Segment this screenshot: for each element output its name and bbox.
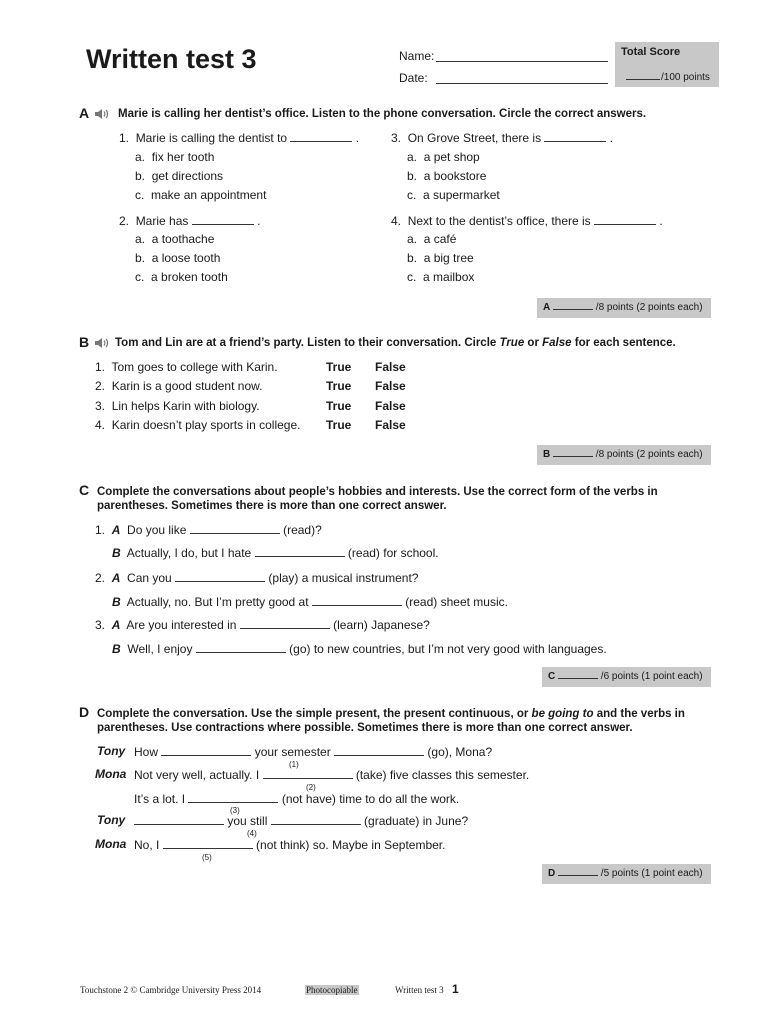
page-number: 1: [452, 982, 459, 996]
audio-icon[interactable]: [94, 107, 110, 125]
audio-icon[interactable]: [94, 336, 110, 354]
answer-blank-4[interactable]: [134, 813, 224, 825]
option-a4-a[interactable]: a. a café: [407, 232, 457, 246]
blank-number-3: (3): [230, 806, 240, 815]
score-blank[interactable]: [558, 670, 598, 679]
blank-number-4: (4): [247, 829, 257, 838]
section-d-letter: D: [79, 704, 90, 720]
option-a1-b[interactable]: b. get directions: [135, 169, 224, 183]
option-a1-c[interactable]: c. make an appointment: [135, 188, 267, 202]
blank-number-5: (5): [202, 853, 212, 862]
speaker-mona: Mona: [95, 767, 127, 781]
option-a2-b[interactable]: b. a loose tooth: [135, 251, 221, 265]
dialogue-line-3: It’s a lot. I (not have) time to do all the work.: [134, 792, 460, 806]
question-text: Marie is calling the dentist to: [135, 131, 288, 145]
option-a4-b[interactable]: b. a big tree: [407, 251, 474, 265]
dialogue-line-5: No, I (not think) so. Maybe in September.: [134, 838, 446, 852]
false-option[interactable]: False: [375, 418, 406, 432]
blank-number-1: (1): [289, 760, 299, 769]
page-title: Written test 3: [86, 44, 257, 74]
section-d-score: D /5 points (1 point each): [542, 864, 711, 884]
blank-number-2: (2): [306, 783, 316, 792]
false-option[interactable]: False: [375, 360, 406, 374]
score-blank[interactable]: [553, 301, 593, 310]
answer-blank[interactable]: [255, 545, 345, 557]
question-a4: 4. Next to the dentist’s office, there is .: [391, 214, 663, 228]
section-d-instructions: Complete the conversation. Use the simple present, the present continuous, or be going to and the verbs in parentheses. Use contractions where possible. Sometimes there is more than one correct answer.: [97, 708, 685, 734]
option-a4-c[interactable]: c. a mailbox: [407, 270, 475, 284]
total-points-text: /100 points: [661, 72, 710, 83]
answer-blank[interactable]: [594, 213, 656, 225]
total-score-points: [626, 68, 710, 83]
item-b3: 3. Lin helps Karin with biology.: [95, 399, 260, 413]
answer-blank-3[interactable]: [188, 791, 278, 803]
date-label: Date:: [399, 71, 428, 85]
section-c-instructions: Complete the conversations about people’s hobbies and interests. Use the correct form of the verbs in parentheses. Sometimes there is more than one correct answer.: [97, 486, 658, 512]
true-option[interactable]: True: [326, 379, 352, 393]
answer-blank-5[interactable]: [163, 837, 253, 849]
conversation-c2-a: 2. A Can you (play) a musical instrument?: [95, 571, 419, 585]
question-a2: 2. Marie has .: [119, 214, 261, 228]
conversation-c1-a: 1. A Do you like (read)?: [95, 523, 322, 537]
item-b2: 2. Karin is a good student now.: [95, 379, 263, 393]
true-option[interactable]: True: [326, 360, 352, 374]
answer-blank[interactable]: [290, 130, 352, 142]
section-c-letter: C: [79, 482, 90, 498]
option-a2-a[interactable]: a. a toothache: [135, 232, 215, 246]
section-c-score: C /6 points (1 point each): [542, 667, 711, 687]
dialogue-line-2: Not very well, actually. I (take) five classes this semester.: [134, 768, 530, 782]
section-b-instructions: Tom and Lin are at a friend’s party. Listen to their conversation. Circle True or False for each sentence.: [115, 337, 676, 349]
answer-blank[interactable]: [240, 617, 330, 629]
question-number: 1.: [119, 131, 130, 145]
item-b4: 4. Karin doesn’t play sports in college.: [95, 418, 301, 432]
answer-blank-2[interactable]: [263, 767, 353, 779]
footer-test-name: Written test 3: [395, 985, 444, 995]
answer-blank[interactable]: [175, 570, 265, 582]
name-field[interactable]: [436, 61, 608, 62]
option-a3-c[interactable]: c. a supermarket: [407, 188, 500, 202]
item-b1: 1. Tom goes to college with Karin.: [95, 360, 278, 374]
answer-blank-4b[interactable]: [271, 813, 361, 825]
total-score-blank[interactable]: [626, 68, 660, 80]
answer-blank-1b[interactable]: [334, 744, 424, 756]
conversation-c1-b: B Actually, I do, but I hate (read) for school.: [112, 546, 439, 560]
name-label: Name:: [399, 49, 435, 63]
option-a3-b[interactable]: b. a bookstore: [407, 169, 487, 183]
false-option[interactable]: False: [375, 379, 406, 393]
answer-blank[interactable]: [196, 641, 286, 653]
footer-copyright: Touchstone 2 © Cambridge University Press 2014: [80, 985, 262, 995]
section-a-score: A /8 points (2 points each): [537, 298, 711, 318]
answer-blank[interactable]: [544, 130, 606, 142]
answer-blank[interactable]: [192, 213, 254, 225]
score-blank[interactable]: [558, 867, 598, 876]
section-a-letter: A: [79, 105, 90, 121]
speaker-tony: Tony: [97, 744, 126, 758]
true-option[interactable]: True: [326, 399, 352, 413]
question-a1: [119, 130, 359, 145]
answer-blank[interactable]: [190, 522, 280, 534]
speaker-mona: Mona: [95, 837, 127, 851]
answer-blank[interactable]: [312, 594, 402, 606]
date-field[interactable]: [436, 83, 608, 84]
total-score-label: Total Score: [621, 46, 681, 58]
option-a2-c[interactable]: c. a broken tooth: [135, 270, 228, 284]
dialogue-line-1: How your semester (go), Mona?: [134, 745, 493, 759]
conversation-c3-b: B Well, I enjoy (go) to new countries, but I’m not very good with languages.: [112, 642, 607, 656]
option-a3-a[interactable]: a. a pet shop: [407, 150, 480, 164]
conversation-c3-a: 3. A Are you interested in (learn) Japanese?: [95, 618, 430, 632]
section-b-letter: B: [79, 334, 90, 350]
total-score-box: [615, 42, 719, 87]
dialogue-line-4: you still (graduate) in June?: [134, 813, 468, 828]
false-option[interactable]: False: [375, 399, 406, 413]
question-a3: 3. On Grove Street, there is .: [391, 131, 614, 145]
conversation-c2-b: B Actually, no. But I’m pretty good at (read) sheet music.: [112, 595, 508, 609]
true-option[interactable]: True: [326, 418, 352, 432]
section-b-score: B /8 points (2 points each): [537, 445, 711, 465]
section-a-instructions: Marie is calling her dentist’s office. Listen to the phone conversation. Circle the correct answers.: [118, 108, 647, 120]
score-blank[interactable]: [553, 448, 593, 457]
question-end: .: [355, 131, 360, 145]
speaker-tony: Tony: [97, 813, 126, 827]
footer-photocopiable: Photocopiable: [306, 985, 358, 995]
option-a1-a[interactable]: a. fix her tooth: [135, 150, 215, 164]
answer-blank-1[interactable]: [161, 744, 251, 756]
